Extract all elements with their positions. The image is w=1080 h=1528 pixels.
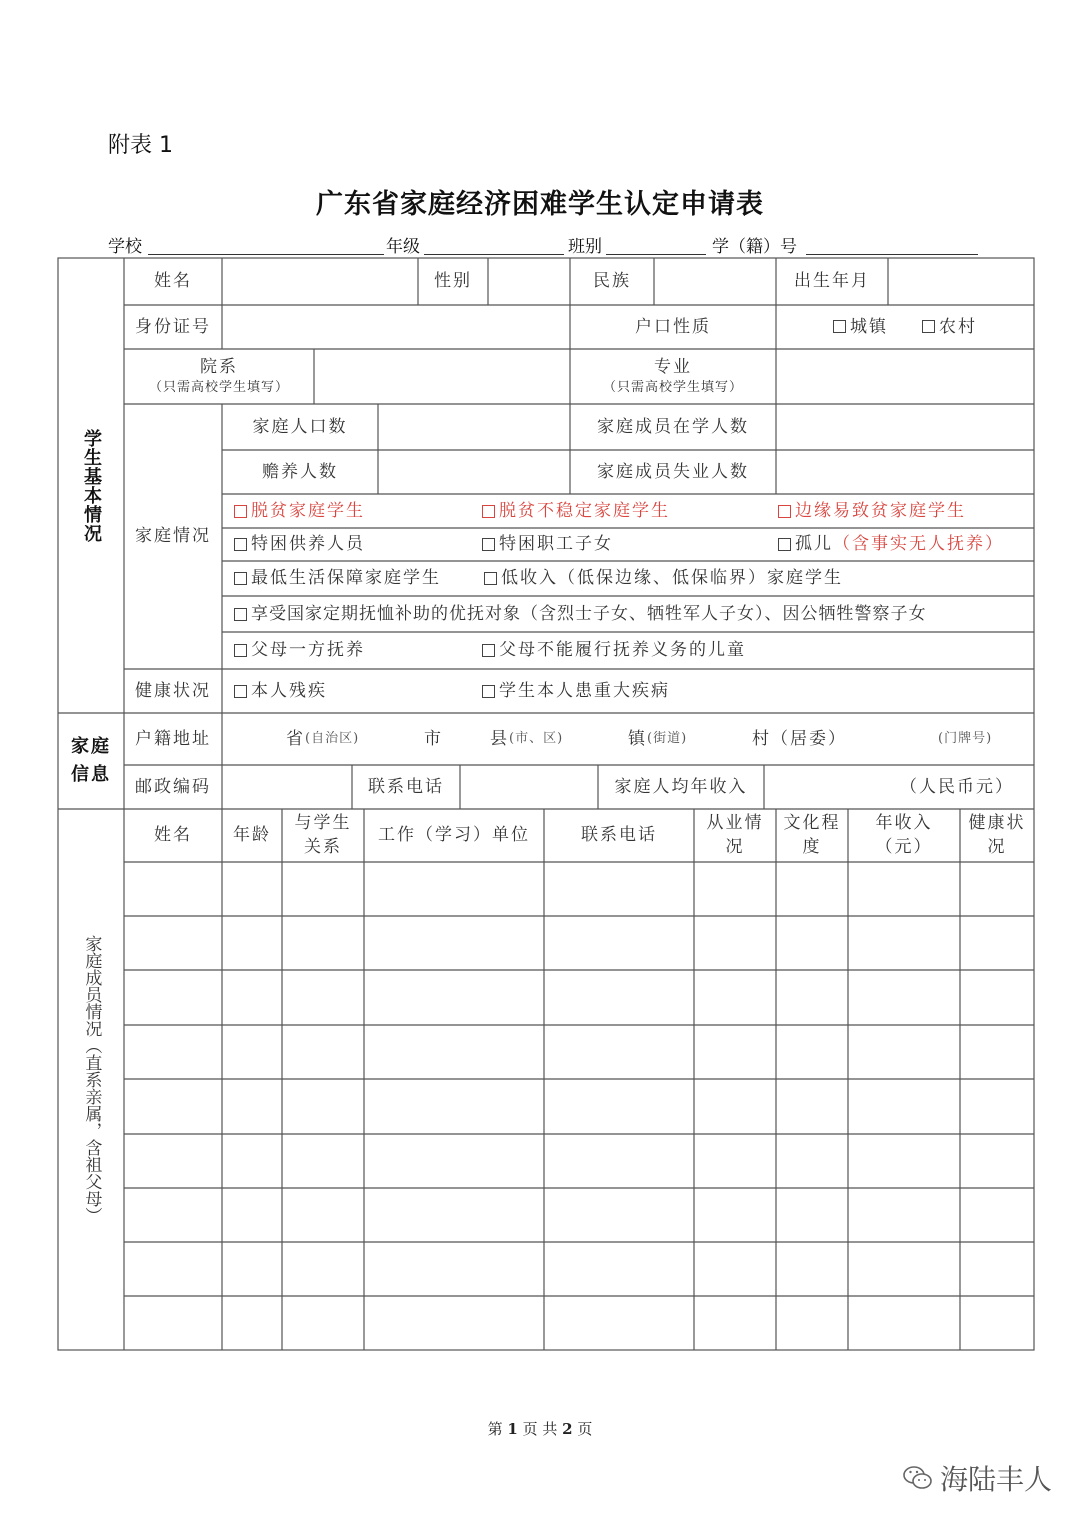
member-header-age: 年龄	[233, 825, 271, 846]
postcode-input[interactable]	[222, 765, 352, 809]
checkbox-icon[interactable]	[234, 538, 247, 551]
gender-label: 性别	[434, 271, 472, 292]
member-header-income: 年收入（元）	[875, 812, 933, 857]
checkbox-icon[interactable]	[778, 505, 791, 518]
checkbox-icon[interactable]	[482, 505, 495, 518]
option-minimum-living[interactable]: 最低生活保障家庭学生	[234, 561, 441, 596]
checkbox-icon[interactable]	[482, 644, 495, 657]
option-orphan[interactable]: 孤儿 （含事实无人抚养）	[778, 528, 1004, 561]
birth-input[interactable]	[888, 258, 1034, 305]
checkbox-icon[interactable]	[482, 538, 495, 551]
watermark-text: 海陆丰人	[940, 1463, 1053, 1496]
major-label: 专业	[654, 356, 692, 377]
checkbox-icon[interactable]	[482, 685, 495, 698]
checkbox-icon[interactable]	[484, 572, 497, 585]
checkbox-icon[interactable]	[778, 538, 791, 551]
phone-input[interactable]	[460, 765, 598, 809]
option-low-income[interactable]: 低收入（低保边缘、低保临界）家庭学生	[484, 561, 843, 596]
option-parents-unable[interactable]: 父母不能履行抚养义务的儿童	[482, 632, 746, 669]
faculty-note: （只需高校学生填写）	[148, 380, 289, 396]
hukou-options	[776, 305, 1034, 349]
grade-label: 年级	[386, 237, 420, 257]
birth-label: 出生年月	[794, 271, 870, 292]
member-header-workplace: 工作（学习）单位	[378, 825, 530, 846]
name-label: 姓名	[154, 271, 192, 292]
checkbox-icon[interactable]	[922, 320, 935, 333]
name-input[interactable]	[222, 258, 418, 305]
total-pages: 2	[562, 1420, 573, 1438]
member-header-health: 健康状况	[968, 812, 1026, 857]
watermark	[902, 1458, 1052, 1498]
id-number-input[interactable]	[222, 305, 570, 349]
option-extreme-poverty-support[interactable]: 特困供养人员	[234, 528, 365, 561]
school-label: 学校	[108, 237, 142, 257]
checkbox-icon[interactable]	[234, 685, 247, 698]
option-special-care[interactable]: 享受国家定期抚恤补助的优抚对象（含烈士子女、牺牲军人子女）、因公牺牲警察子女	[234, 596, 927, 632]
ethnicity-input[interactable]	[654, 258, 776, 305]
form-title: 广东省家庭经济困难学生认定申请表	[316, 189, 764, 220]
faculty-label-cell	[124, 349, 314, 404]
member-header-phone: 联系电话	[581, 825, 657, 846]
dependents-input[interactable]	[378, 450, 570, 494]
postcode-label: 邮政编码	[135, 776, 211, 797]
checkbox-icon[interactable]	[234, 644, 247, 657]
checkbox-icon[interactable]	[234, 572, 247, 585]
address-label: 户籍地址	[135, 728, 211, 749]
section-family-info	[58, 713, 124, 809]
option-needy-worker-child[interactable]: 特困职工子女	[482, 528, 613, 561]
checkbox-icon[interactable]	[234, 608, 247, 621]
members-unemployed-label: 家庭成员失业人数	[597, 461, 749, 482]
id-number-label: 身份证号	[135, 316, 211, 337]
class-label: 班别	[568, 237, 602, 257]
member-header-relation: 与学生关系	[294, 812, 352, 857]
current-page: 1	[507, 1420, 518, 1438]
checkbox-icon[interactable]	[234, 505, 247, 518]
address-town[interactable]: 镇 (街道)	[628, 728, 688, 749]
page-footer: 第 1 页 共 2 页	[487, 1420, 593, 1438]
annex-label: 附表 1	[108, 133, 173, 158]
major-note: （只需高校学生填写）	[602, 380, 743, 396]
hukou-label: 户口性质	[635, 316, 711, 337]
household-size-label: 家庭人口数	[252, 416, 348, 437]
hukou-rural-option[interactable]: 农村	[922, 315, 977, 340]
members-table-body[interactable]	[124, 862, 1034, 1350]
member-header-employment: 从业情况	[706, 812, 764, 857]
checkbox-icon[interactable]	[833, 320, 846, 333]
wechat-icon	[902, 1463, 934, 1493]
faculty-label: 院系	[200, 356, 238, 377]
member-header-name: 姓名	[154, 825, 192, 846]
major-input[interactable]	[776, 349, 1034, 404]
address-province[interactable]: 省 (自治区)	[286, 728, 360, 749]
currency-label: （人民币元）	[900, 776, 1014, 797]
health-serious-illness-option[interactable]: 学生本人患重大疾病	[482, 669, 670, 713]
section-family-info-label: 家庭信息	[71, 736, 111, 785]
orphan-note: （含事实无人抚养）	[833, 534, 1004, 555]
members-unemployed-input[interactable]	[776, 450, 1034, 494]
member-header-education: 文化程度	[783, 812, 841, 857]
members-in-school-input[interactable]	[776, 404, 1034, 450]
family-status-label: 家庭情况	[135, 526, 211, 547]
option-poverty-alleviated[interactable]: 脱贫家庭学生	[234, 494, 365, 528]
address-city[interactable]: 市	[424, 728, 443, 749]
ethnicity-label: 民族	[593, 271, 631, 292]
address-village[interactable]: 村（居委）	[752, 728, 847, 749]
major-label-cell	[570, 349, 776, 404]
income-input[interactable]	[764, 765, 1014, 809]
dependents-label: 赡养人数	[262, 461, 338, 482]
faculty-input[interactable]	[314, 349, 570, 404]
address-house-number[interactable]: (门牌号)	[938, 730, 993, 746]
health-label: 健康状况	[135, 680, 211, 701]
phone-label: 联系电话	[368, 776, 444, 797]
option-marginal-poverty[interactable]: 边缘易致贫家庭学生	[778, 494, 966, 528]
option-poverty-unstable[interactable]: 脱贫不稳定家庭学生	[482, 494, 670, 528]
household-size-input[interactable]	[378, 404, 570, 450]
section-members-label: 家庭成员情况（直系亲属，含祖父母）	[81, 935, 102, 1224]
health-disabled-option[interactable]: 本人残疾	[234, 669, 327, 713]
student-id-label: 学（籍）号	[712, 237, 797, 257]
option-single-parent[interactable]: 父母一方抚养	[234, 632, 365, 669]
members-in-school-label: 家庭成员在学人数	[597, 416, 749, 437]
address-county[interactable]: 县 (市、区)	[490, 728, 564, 749]
gender-input[interactable]	[488, 258, 570, 305]
hukou-urban-option[interactable]: 城镇	[833, 315, 888, 340]
section-basic-label: 学生基本情况	[81, 428, 103, 543]
income-label: 家庭人均年收入	[614, 776, 748, 797]
